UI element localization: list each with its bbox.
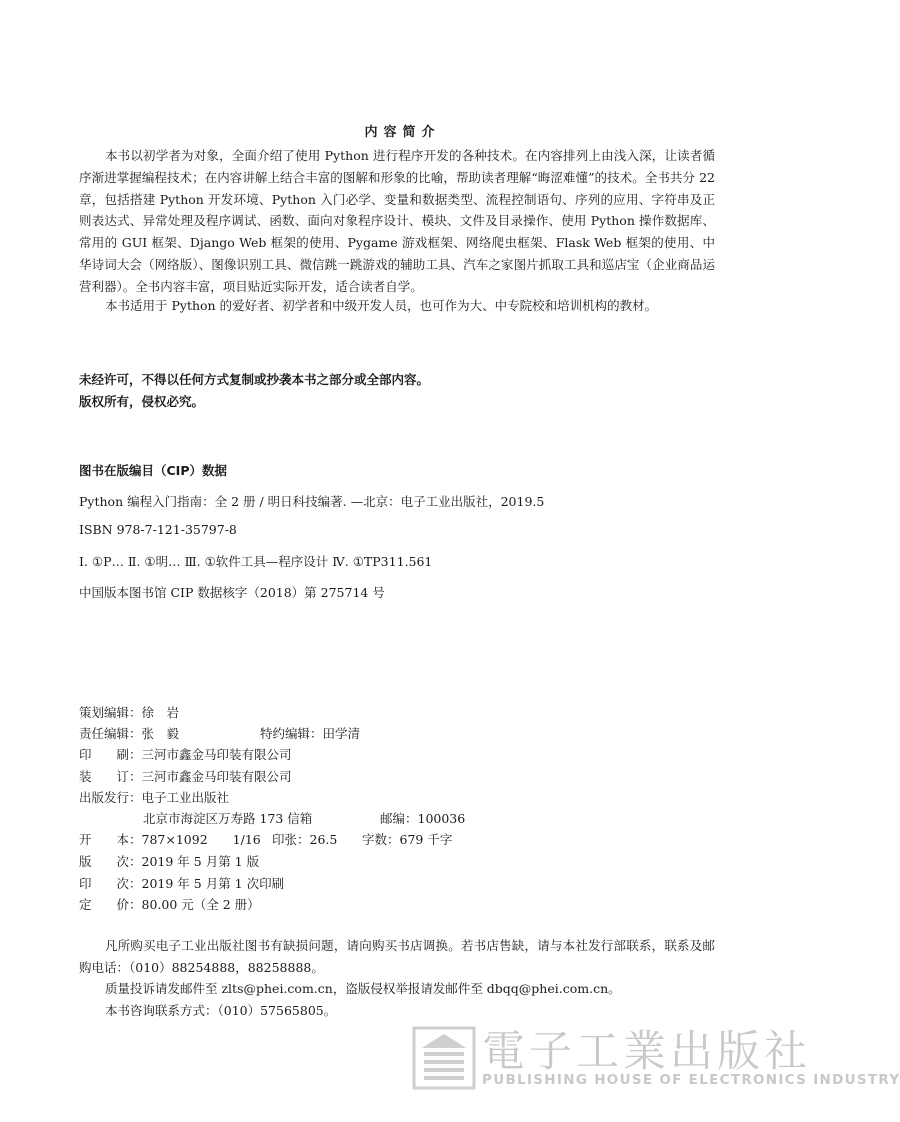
credit-binding (79, 767, 292, 785)
printing-value: 2019 年 5 月第 1 次印刷 (141, 876, 285, 891)
special-value: 田学清 (322, 726, 361, 741)
credit-publisher (79, 788, 229, 806)
planning-value: 徐 岩 (141, 705, 180, 720)
summary-paragraph-1: 本书以初学者为对象，全面介绍了使用 Python 进行程序开发的各种技术。在内容排列上由浅入深，让读者循序渐进掌握编程技术；在内容讲解上结合丰富的图解和形象的比喻，帮助读者理解“晦涩难懂”的技术。全书共分 22 章，包括搭建 Python 开发环境、Python 入门必学、变量和数据类型、流程控制语句、序列的应用、字符串及正则表达式、异常处理及程序调试、函数、面向对象程序设计、模块、文件及目录操作、使用 Python 操作数据库、常用的 GUI 框架、Django Web 框架的使用、Pygame 游戏框架、网络爬虫框架、Flask Web 框架的使用、中华诗词大会（网络版）、图像识别工具、微信跳一跳游戏的辅助工具、汽车之家图片抓取工具和巡店宝（企业商品运营利器）。全书内容丰富，项目贴近实际开发，适合读者自学。 (79, 148, 715, 294)
credit-planning-editor (79, 703, 179, 721)
editor-value: 张 毅 (141, 726, 180, 741)
price-label: 定 价： (79, 897, 142, 912)
credit-edition (79, 852, 259, 870)
format-label: 开 本： (79, 832, 142, 847)
editor-label: 责任编辑： (79, 726, 142, 741)
planning-label: 策划编辑： (79, 705, 142, 720)
footer-paragraph-1: 凡所购买电子工业出版社图书有缺损问题，请向购买书店调换。若书店售缺，请与本社发行部联系，联系及邮购电话：（010）88254888，88258888。 (79, 938, 715, 975)
rights-reserved: 版权所有，侵权必究。 (79, 394, 205, 409)
print-value: 三河市鑫金马印装有限公司 (141, 747, 292, 762)
credit-printing-count (79, 874, 284, 892)
format-value: 787×1092 1/16 (141, 832, 261, 847)
price-value: 80.00 元（全 2 册） (141, 897, 260, 912)
credit-words: 字数：679 千字 (362, 832, 453, 847)
printing-label: 印 次： (79, 876, 142, 891)
print-label: 印 刷： (79, 747, 142, 762)
copyright-notice: 未经许可，不得以任何方式复制或抄袭本书之部分或全部内容。 (79, 372, 430, 387)
footer-paragraph-2: 质量投诉请发邮件至 zlts@phei.com.cn，盗版侵权举报请发邮件至 dbqq@phei.com.cn。 (105, 981, 621, 996)
cip-record-number: 中国版本图书馆 CIP 数据核字（2018）第 275714 号 (79, 585, 385, 600)
credit-responsible-editor (79, 724, 179, 742)
publisher-logo (410, 1022, 900, 1102)
publisher-address: 北京市海淀区万寿路 173 信箱 (143, 811, 313, 826)
credit-format (79, 830, 261, 848)
special-label: 特约编辑： (260, 726, 323, 741)
summary-paragraph-2: 本书适用于 Python 的爱好者、初学者和中级开发人员，也可作为大、中专院校和培训机构的教材。 (105, 298, 658, 313)
credit-sheets: 印张：26.5 (272, 832, 338, 847)
publisher-emblem-icon (412, 1026, 476, 1090)
credit-price (79, 895, 260, 913)
cip-title-line: Python 编程入门指南：全 2 册 / 明日科技编著. —北京：电子工业出版社，2019.5 (79, 494, 545, 509)
bind-label: 装 订： (79, 769, 142, 784)
edition-label: 版 次： (79, 854, 142, 869)
footer-paragraph-3: 本书咨询联系方式：（010）57565805。 (105, 1003, 337, 1018)
credit-special-editor (260, 724, 360, 742)
publisher-postcode: 邮编：100036 (380, 811, 466, 826)
summary-title: 内容简介 (364, 125, 441, 140)
cip-heading: 图书在版编目（CIP）数据 (79, 463, 227, 478)
bind-value: 三河市鑫金马印装有限公司 (141, 769, 292, 784)
publisher-logo-chinese: 電子工業出版社 (482, 1027, 811, 1077)
cip-classification: Ⅰ. ①P… Ⅱ. ①明… Ⅲ. ①软件工具—程序设计 Ⅳ. ①TP311.561 (79, 554, 433, 569)
publisher-value: 电子工业出版社 (141, 790, 230, 805)
edition-value: 2019 年 5 月第 1 版 (141, 854, 260, 869)
publisher-label: 出版发行： (79, 790, 142, 805)
cip-isbn: ISBN 978-7-121-35797-8 (79, 522, 237, 537)
publisher-logo-english: PUBLISHING HOUSE OF ELECTRONICS INDUSTRY (482, 1072, 900, 1088)
credit-printing (79, 745, 292, 763)
